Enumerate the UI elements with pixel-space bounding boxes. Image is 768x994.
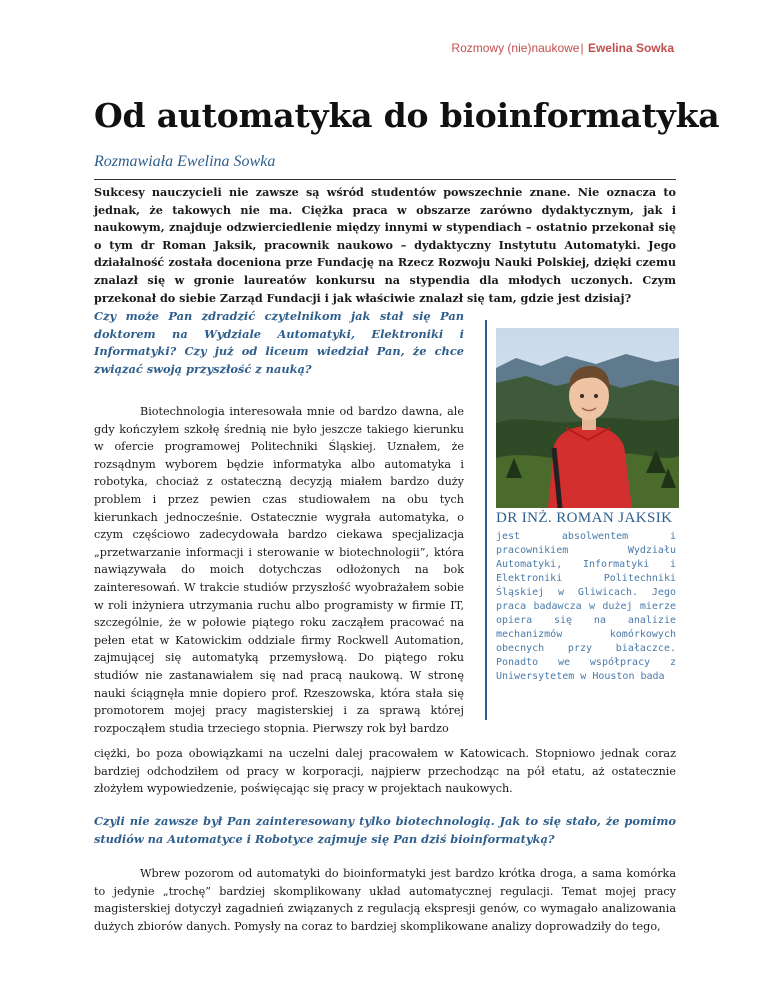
header-separator: | <box>580 41 584 55</box>
author-sidebar <box>496 510 676 720</box>
header-series: Rozmowy (nie)naukowe <box>451 41 580 55</box>
running-header <box>451 41 674 55</box>
lead-paragraph: Sukcesy nauczycieli nie zawsze są wśród studentów powszechnie znane. Nie oznacza to jednak, że takowych nie ma. Ciężka praca w obszarze zarówno dydaktycznym, jak i naukowym, znajduje odzwierciedlenie między innymi w stypendiach – ostatnio przekonał się o tym dr Roman Jaksik, pracownik naukowo – dydaktyczny Instytutu Automatyki. Jego działalność została doceniona prze Fundację na Rzecz Rozwoju Nauki Polskiej, dzięki czemu znalazł się w gronie laureatów konkursu na stypendia dla młodych uczonych. Czym przekonał do siebie Zarząd Fundacji i jak właściwie znalazł się tam, gdzie jest dzisiaj? <box>94 185 676 305</box>
article-subtitle: Rozmawiała Ewelina Sowka <box>94 153 276 170</box>
portrait-photo <box>496 328 679 508</box>
answer-1-continued: ciężki, bo poza obowiązkami na uczelni dalej pracowałem w Katowicach. Stopniowo jednak coraz bardziej odchodziłem od pracy w korporacji, najpierw przechodząc na pół etatu, aż ostatecznie złożyłem wypowiedzenie, poświęcając się pracy w projektach naukowych. <box>94 747 676 796</box>
article-title: Od automatyka do bioinformatyka <box>94 96 720 135</box>
header-author: Ewelina Sowka <box>587 41 674 55</box>
portrait-image <box>496 328 679 508</box>
answer-1: Biotechnologia interesowała mnie od bardzo dawna, ale gdy kończyłem szkołę średnią nie było jeszcze takiego kierunku w ofercie programowej Politechniki Śląskiej. Uznałem, że rozsądnym wyborem będzie informatyka albo automatyka i robotyka, chociaż z ostateczną decyzją miałem bardzo duży problem i przez pewien czas studiowałem na obu tych kierunkach jednocześnie. Ostatecznie wygrała automatyka, o czym częściowo zadecydowała bardzo ciekawa specjalizacja „przetwarzanie informacji i sterowanie w biotechnologii”, która nawiązywała do moich dotychczas odłożonych na bok zainteresowań. W trakcie studiów przyszłość wyobrażałem sobie w roli inżyniera utrzymania ruchu albo programisty w firmie IT, szczególnie, że w połowie piątego roku zacząłem pracować na pełen etat w Katowickim oddziale firmy Rockwell Automation, zajmującej się automatyką przemysłową. Do piątego roku studiów nie zastanawiałem się nad pracą naukową. W stronę nauki ściągnęła mnie dopiero prof. Rzeszowska, która stała się promotorem mojej pracy magisterskiej i za sprawą której rozpocząłem studia trzeciego stopnia. Pierwszy rok był bardzo <box>94 405 464 735</box>
answer-2: Wbrew pozorom od automatyki do bioinformatyki jest bardzo krótka droga, a sama komórka to jedynie „trochę” bardziej skomplikowany układ automatycznej regulacji. Temat mojej pracy magisterskiej dotyczył zagadnień związanych z regulacją ekspresji genów, co wymagało analizowania dużych zbiorów danych. Pomysły na coraz to bardziej skomplikowane analizy doprowadziły do tego, <box>94 867 676 933</box>
sidebar-name: DR INŻ. ROMAN JAKSIK <box>496 510 673 526</box>
question-2: Czyli nie zawsze był Pan zainteresowany tylko biotechnologią. Jak to się stało, że pomimo studiów na Automatyce i Robotyce zajmuje się Pan dziś bioinformatyką? <box>94 814 676 846</box>
title-divider <box>94 179 676 180</box>
sidebar-divider <box>485 320 487 720</box>
sidebar-bio: jest absolwentem i pracownikiem Wydziału Automatyki, Informatyki i Elektroniki Politechniki Śląskiej w Gliwicach. Jego praca badawcza w dużej mierze opiera się na analizie mechanizmów komórkowych obecnych przy białaczce. Ponadto we współpracy z Uniwersytetem w Houston bada <box>496 531 676 682</box>
question-1: Czy może Pan zdradzić czytelnikom jak stał się Pan doktorem na Wydziale Automatyki, Elektroniki i Informatyki? Czy już od liceum wiedział Pan, że chce związać swoją przyszłość z nauką? <box>94 309 464 376</box>
